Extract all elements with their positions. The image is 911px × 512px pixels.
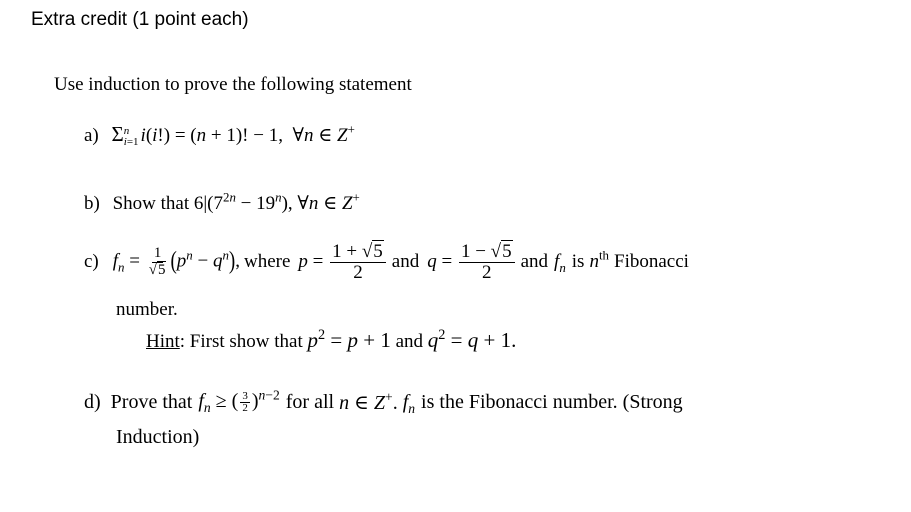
problem-c-label: c) (84, 251, 99, 273)
problem-c-where: where (243, 251, 291, 273)
problem-b-formula: $6|(7^{2n} - 19^n)$, ∀n ∈ Z+ (193, 189, 360, 214)
problem-c-is: is (571, 251, 585, 273)
problem-d-domain: n ∈ Z+. (339, 389, 398, 414)
hint-text: : First show that (179, 331, 303, 352)
problem-c-nth: $n^{th}$ (589, 248, 609, 273)
problem-d-inequality: $f_n$ ≥ ( $\frac{3}{2}$ )$^{n-2}$ (198, 387, 280, 416)
hint-q-formula: $q^2 = q + 1$. (427, 327, 517, 352)
problem-d-text-b: for all (285, 391, 335, 413)
problem-b-text: Show that (112, 193, 190, 214)
instructions-text: Use induction to prove the following statement (54, 74, 412, 95)
problem-a (84, 122, 355, 148)
problem-d-text-a: Prove that (110, 391, 193, 413)
hint-label: Hint (146, 331, 180, 352)
hint-and: and (395, 331, 424, 352)
problem-c-continuation: number. (116, 299, 178, 320)
problem-d-text-c: is the Fibonacci number. (Strong (421, 391, 683, 413)
problem-b-label: b) (84, 193, 100, 214)
problem-c-fn-formula: $f_n$ = $\frac{1}{√5}$ $(p^n - q^n)$, (112, 245, 240, 278)
problem-d: d) Prove that $f_n$ ≥ ( $\frac{3}{2}$ )$^{n-2}$ for all n ∈ Z+. $f_n$ is the Fibonacci number. (Strong (84, 387, 683, 416)
problem-c-and: and (391, 251, 420, 273)
problem-c-hint (146, 328, 516, 353)
problem-c: c) $f_n$ = $\frac{1}{√5}$ $(p^n - q^n)$, where p = $\frac{1 + √5}{2}$ and q = $\frac{1 - √5}{2}$ and $f_n$ is $n^{th}$ Fibonacci (84, 241, 689, 283)
problem-c-p-formula: p = $\frac{1 + √5}{2}$ (298, 242, 387, 283)
problem-c-fibonacci: Fibonacci (614, 251, 689, 273)
problem-b (84, 189, 360, 215)
problem-c-and-2: and (520, 251, 549, 273)
problem-c-q-formula: q = $\frac{1 - √5}{2}$ (427, 242, 516, 283)
hint-p-formula: $p^2 = p + 1$ (307, 327, 391, 352)
problem-a-label: a) (84, 125, 99, 146)
problem-d-label: d) (84, 391, 101, 413)
problem-d-continuation: Induction) (116, 426, 200, 448)
page-title: Extra credit (1 point each) (31, 9, 249, 30)
problem-a-formula: Σ n i=1 i(i!) = (n + 1)! − 1, ∀n ∈ Z+ (111, 121, 355, 148)
